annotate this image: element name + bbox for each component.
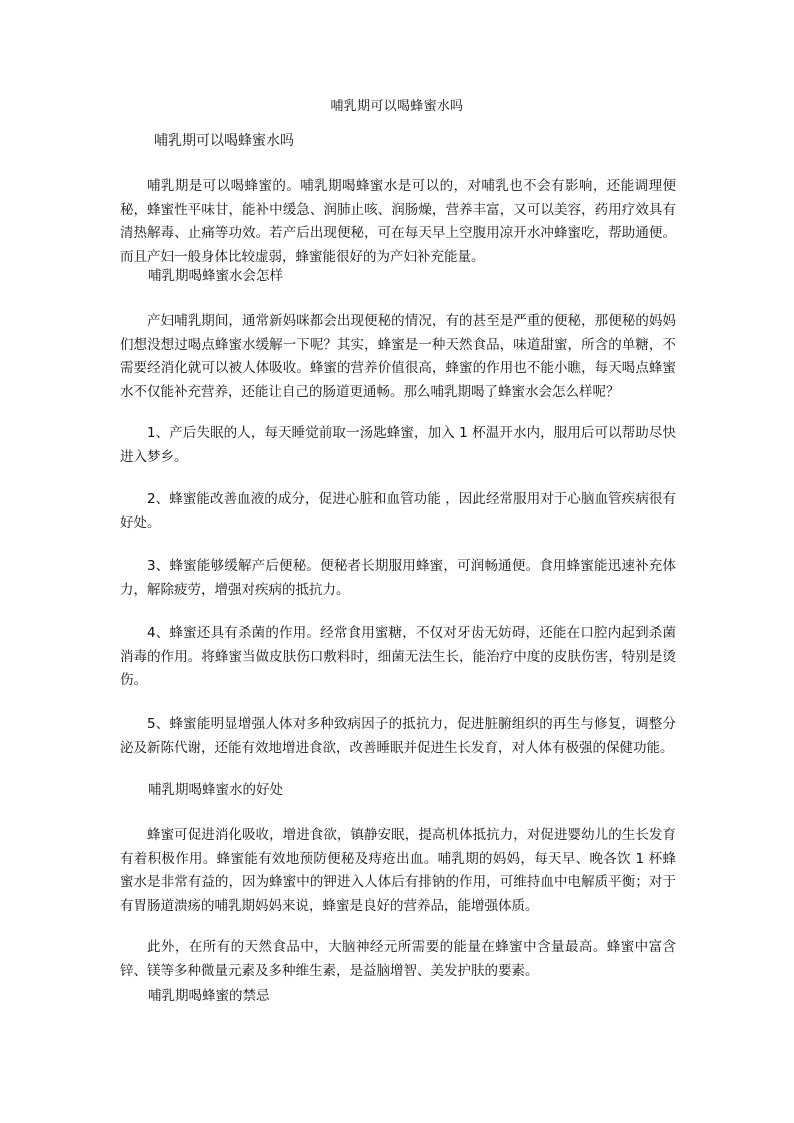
section-heading-taboo: 哺乳期喝蜂蜜的禁忌 xyxy=(148,988,270,1004)
effect-paragraph: 产妇哺乳期间，通常新妈咪都会出现便秘的情况，有的甚至是严重的便秘，那便秘的妈妈们想没想过喝点蜂蜜水缓解一下呢？其实，蜂蜜是一种天然食品，味道甜蜜，所含的单糖，不需要经消化就可以被人体吸收。蜂蜜的营养价值很高，蜂蜜的作用也不能小瞧，每天喝点蜂蜜水不仅能补充营养，还能让自己的肠道更通畅。那么哺乳期喝了蜂蜜水会怎么样呢？ xyxy=(120,313,676,400)
section-heading-effect: 哺乳期喝蜂蜜水会怎样 xyxy=(148,268,283,284)
section-heading-benefit: 哺乳期喝蜂蜜水的好处 xyxy=(148,782,283,798)
list-item: 2、蜂蜜能改善血液的成分，促进心脏和血管功能 ，因此经常服用对于心脑血管疾病很有好处。 xyxy=(120,491,676,531)
benefit-paragraph: 蜂蜜可促进消化吸收，增进食欲，镇静安眠，提高机体抵抗力，对促进婴幼儿的生长发育有着积极作用。蜂蜜能有效地预防便秘及痔疮出血。哺乳期的妈妈，每天早、晚各饮 1 杯蜂蜜水是非常有益的，因为蜂蜜中的钾进入人体后有排钠的作用，可维持血中电解质平衡；对于有胃肠道溃疡的哺乳期妈妈来说，蜂蜜是良好的营养品，能增强体质。 xyxy=(120,827,676,914)
document-subtitle: 哺乳期可以喝蜂蜜水吗 xyxy=(154,133,294,149)
list-item: 5、蜂蜜能明显增强人体对多种致病因子的抵抗力，促进脏腑组织的再生与修复，调整分泌及新陈代谢，还能有效地增进食欲，改善睡眠并促进生长发育，对人体有极强的保健功能。 xyxy=(120,716,676,756)
list-item: 1、产后失眠的人，每天睡觉前取一汤匙蜂蜜，加入 1 杯温开水内，服用后可以帮助尽快进入梦乡。 xyxy=(120,425,676,465)
intro-paragraph: 哺乳期是可以喝蜂蜜的。哺乳期喝蜂蜜水是可以的，对哺乳也不会有影响，还能调理便秘，蜂蜜性平味甘，能补中缓急、润肺止咳、润肠燥，营养丰富，又可以美容，药用疗效具有清热解毒、止痛等功效。若产后出现便秘，可在每天早上空腹用凉开水冲蜂蜜吃，帮助通便。而且产妇一般身体比较虚弱，蜂蜜能很好的为产妇补充能量。 xyxy=(120,178,676,265)
benefit-extra-paragraph: 此外，在所有的天然食品中，大脑神经元所需要的能量在蜂蜜中含量最高。蜂蜜中富含锌、镁等多种微量元素及多种维生素，是益脑增智、美发护肤的要素。 xyxy=(120,939,676,979)
list-item: 3、蜂蜜能够缓解产后便秘。便秘者长期服用蜂蜜，可润畅通便。食用蜂蜜能迅速补充体力，解除疲劳，增强对疾病的抵抗力。 xyxy=(120,558,676,598)
document-title: 哺乳期可以喝蜂蜜水吗 xyxy=(330,99,464,114)
list-item: 4、蜂蜜还具有杀菌的作用。经常食用蜜糖，不仅对牙齿无妨碍，还能在口腔内起到杀菌消毒的作用。将蜂蜜当做皮肤伤口敷料时，细菌无法生长，能治疗中度的皮肤伤害，特别是烫伤。 xyxy=(120,625,676,689)
